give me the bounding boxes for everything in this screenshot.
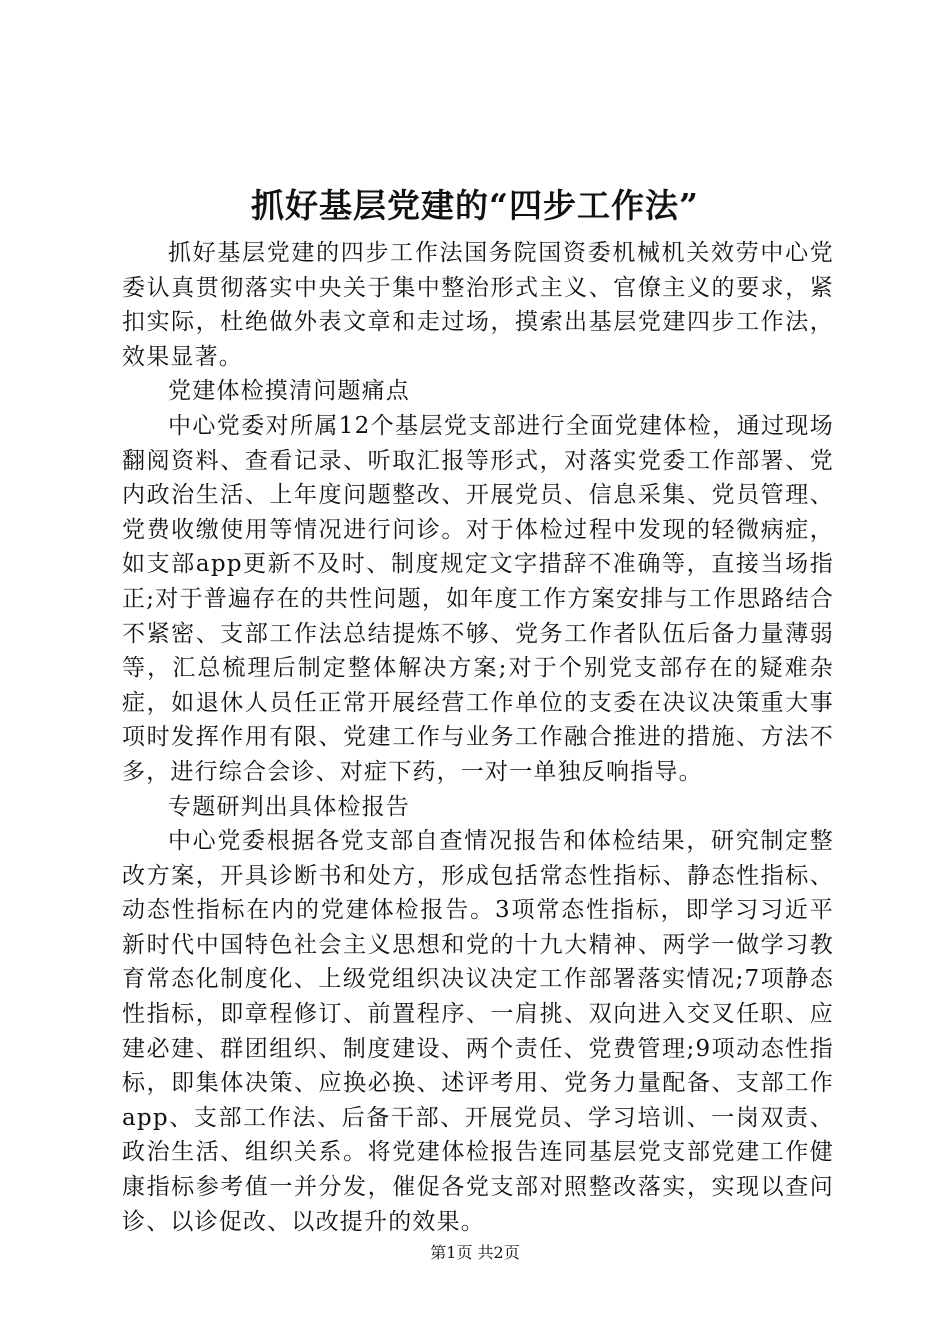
health-check-paragraph: 中心党委对所属12个基层党支部进行全面党建体检，通过现场翻阅资料、查看记录、听取汇报等形式，对落实党委工作部署、党内政治生活、上年度问题整改、开展党员、信息采集、党员管理、党费收缴使用等情况进行问诊。对于体检过程中发现的轻微病症，如支部app更新不及时、制度规定文字措辞不准确等，直接当场指正;对于普遍存在的共性问题，如年度工作方案安排与工作思路结合不紧密、支部工作法总结提炼不够、党务工作者队伍后备力量薄弱等，汇总梳理后制定整体解决方案;对于个别党支部存在的疑难杂症，如退休人员任正常开展经营工作单位的支委在决议决策重大事项时发挥作用有限、党建工作与业务工作融合推进的措施、方法不多，进行综合会诊、对症下药，一对一单独反响指导。	[122, 412, 834, 785]
section-heading-health-check: 党建体检摸清问题痛点	[168, 378, 410, 405]
section-heading-report: 专题研判出具体检报告	[168, 793, 410, 820]
intro-paragraph: 抓好基层党建的四步工作法国务院国资委机械机关效劳中心党委认真贯彻落实中央关于集中整治形式主义、官僚主义的要求，紧扣实际，杜绝做外表文章和走过场，摸索出基层党建四步工作法，效果显著。	[122, 240, 834, 370]
page-footer: 第1页 共2页	[430, 1243, 520, 1262]
document-body	[122, 236, 834, 1239]
document-title: 抓好基层党建的“四步工作法”	[251, 186, 699, 225]
report-paragraph: 中心党委根据各党支部自查情况报告和体检结果，研究制定整改方案，开具诊断书和处方，形成包括常态性指标、静态性指标、动态性指标在内的党建体检报告。3项常态性指标，即学习习近平新时代中国特色社会主义思想和党的十九大精神、两学一做学习教育常态化制度化、上级党组织决议决定工作部署落实情况;7项静态性指标，即章程修订、前置程序、一肩挑、双向进入交叉任职、应建必建、群团组织、制度建设、两个责任、党费管理;9项动态性指标，即集体决策、应换必换、述评考用、党务力量配备、支部工作app、支部工作法、后备干部、开展党员、学习培训、一岗双责、政治生活、组织关系。将党建体检报告连同基层党支部党建工作健康指标参考值一并分发，催促各党支部对照整改落实，实现以查问诊、以诊促改、以改提升的效果。	[122, 828, 834, 1235]
